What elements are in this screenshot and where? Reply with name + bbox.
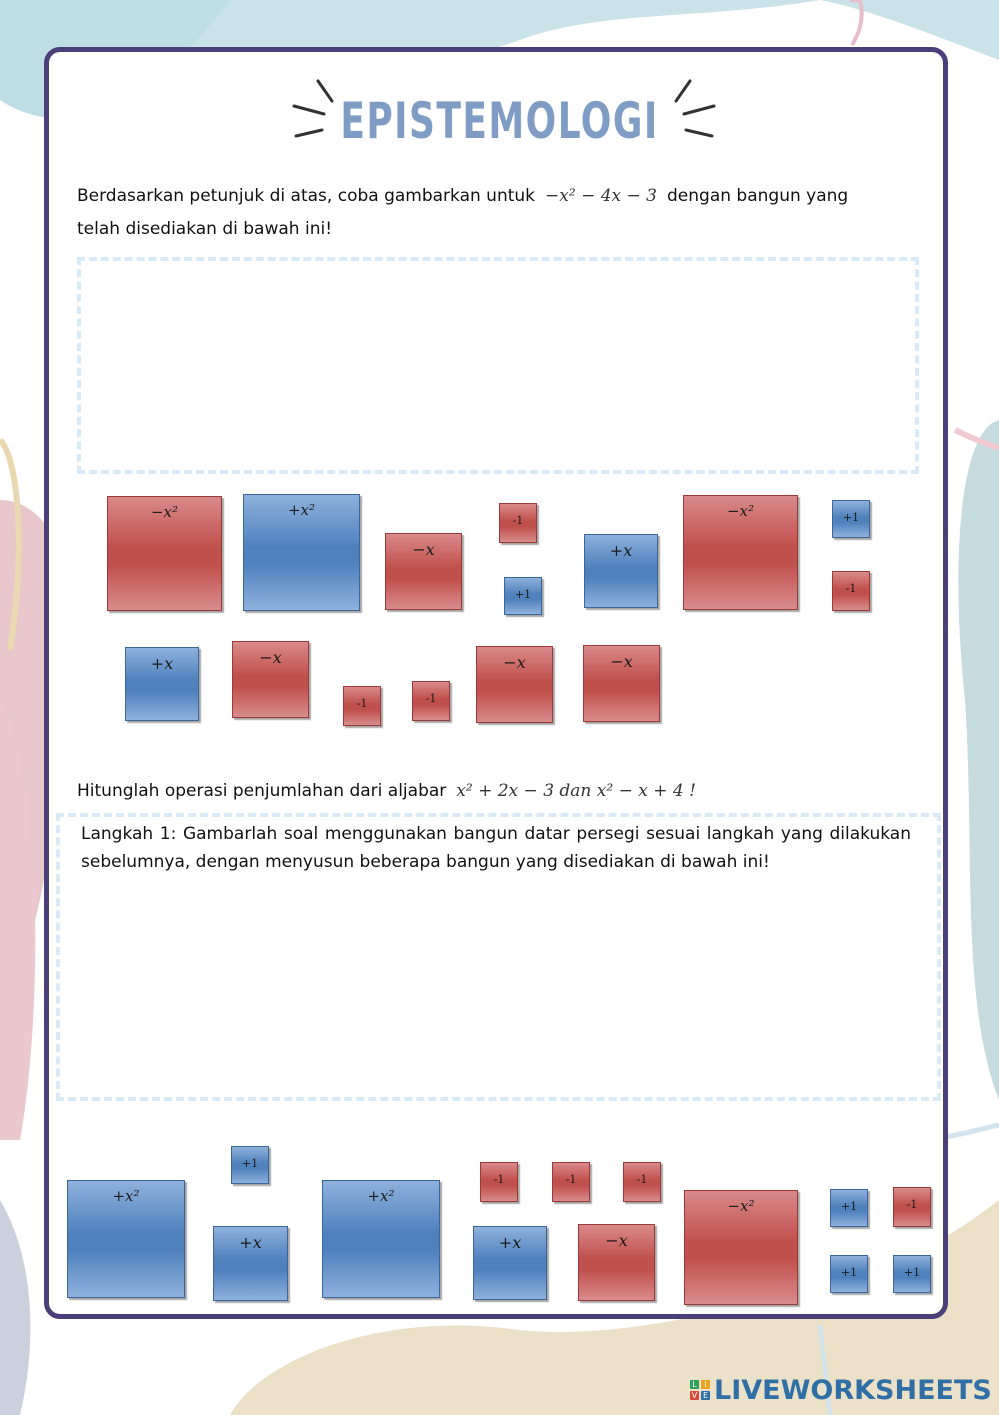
tile-pos-x2[interactable]: +x² [67,1180,185,1298]
tile-pos-x[interactable]: +x [584,534,658,608]
logo-letter-e: E [702,1391,709,1400]
instruction-1-line2: telah disediakan di bawah ini! [77,219,333,239]
instruction-1-text: Berdasarkan petunjuk di atas, coba gambarkan untuk [77,186,536,206]
tile-pos-x2[interactable]: +x² [243,494,360,611]
instruction-1 [77,180,917,246]
tile-pos-1[interactable]: +1 [504,577,542,615]
step-1-text: Langkah 1: Gambarlah soal menggunakan bangun datar persegi sesuai langkah yang dilakukan sebelumnya, dengan menyusun beberapa bangun yang disediakan di bawah ini! [81,824,911,872]
tile-neg-x2[interactable]: −x² [107,496,222,611]
liveworksheets-logo[interactable] [690,1372,992,1408]
tile-pos-1[interactable]: +1 [830,1189,868,1227]
tile-neg-1[interactable]: -1 [893,1187,931,1227]
tile-neg-1[interactable]: -1 [832,571,870,611]
tile-neg-1[interactable]: -1 [623,1162,661,1202]
tile-pos-1[interactable]: +1 [231,1146,269,1184]
tile-pos-x2[interactable]: +x² [322,1180,440,1298]
tile-neg-x2[interactable]: −x² [683,495,798,610]
tile-neg-1[interactable]: -1 [552,1162,590,1202]
tile-pos-1[interactable]: +1 [893,1255,931,1293]
expression-1: −x² − 4x − 3 [545,186,658,206]
logo-letter-v: V [691,1391,698,1400]
tile-pos-1[interactable]: +1 [830,1255,868,1293]
tile-neg-x[interactable]: −x [232,641,309,718]
logo-letter-l: L [690,1380,699,1389]
tile-neg-x[interactable]: −x [578,1224,655,1301]
liveworksheets-mark-icon [690,1380,710,1400]
tile-neg-x[interactable]: −x [583,645,660,722]
brand-name: LIVEWORKSHEETS [714,1374,992,1406]
tile-pos-x[interactable]: +x [473,1226,547,1300]
drop-zone-1[interactable] [77,257,919,474]
page-title: EPISTEMOLOGI [340,92,659,150]
tile-neg-1[interactable]: -1 [412,681,450,721]
tile-pos-x[interactable]: +x [213,1226,288,1301]
instruction-1-text-after: dengan bangun yang [667,186,849,206]
instruction-2 [77,775,917,808]
tile-neg-x[interactable]: −x [385,533,462,610]
tile-neg-1[interactable]: -1 [343,686,381,726]
expression-2: x² + 2x − 3 dan x² − x + 4 ! [456,781,696,801]
instruction-2-text: Hitunglah operasi penjumlahan dari aljabar [77,781,447,801]
tile-neg-1[interactable]: -1 [499,503,537,543]
tile-neg-x2[interactable]: −x² [684,1190,798,1305]
tile-neg-1[interactable]: -1 [480,1162,518,1202]
logo-letter-i: I [701,1380,710,1389]
tile-pos-x[interactable]: +x [125,647,199,721]
tile-pos-1[interactable]: +1 [832,500,870,538]
tile-neg-x[interactable]: −x [476,646,553,723]
